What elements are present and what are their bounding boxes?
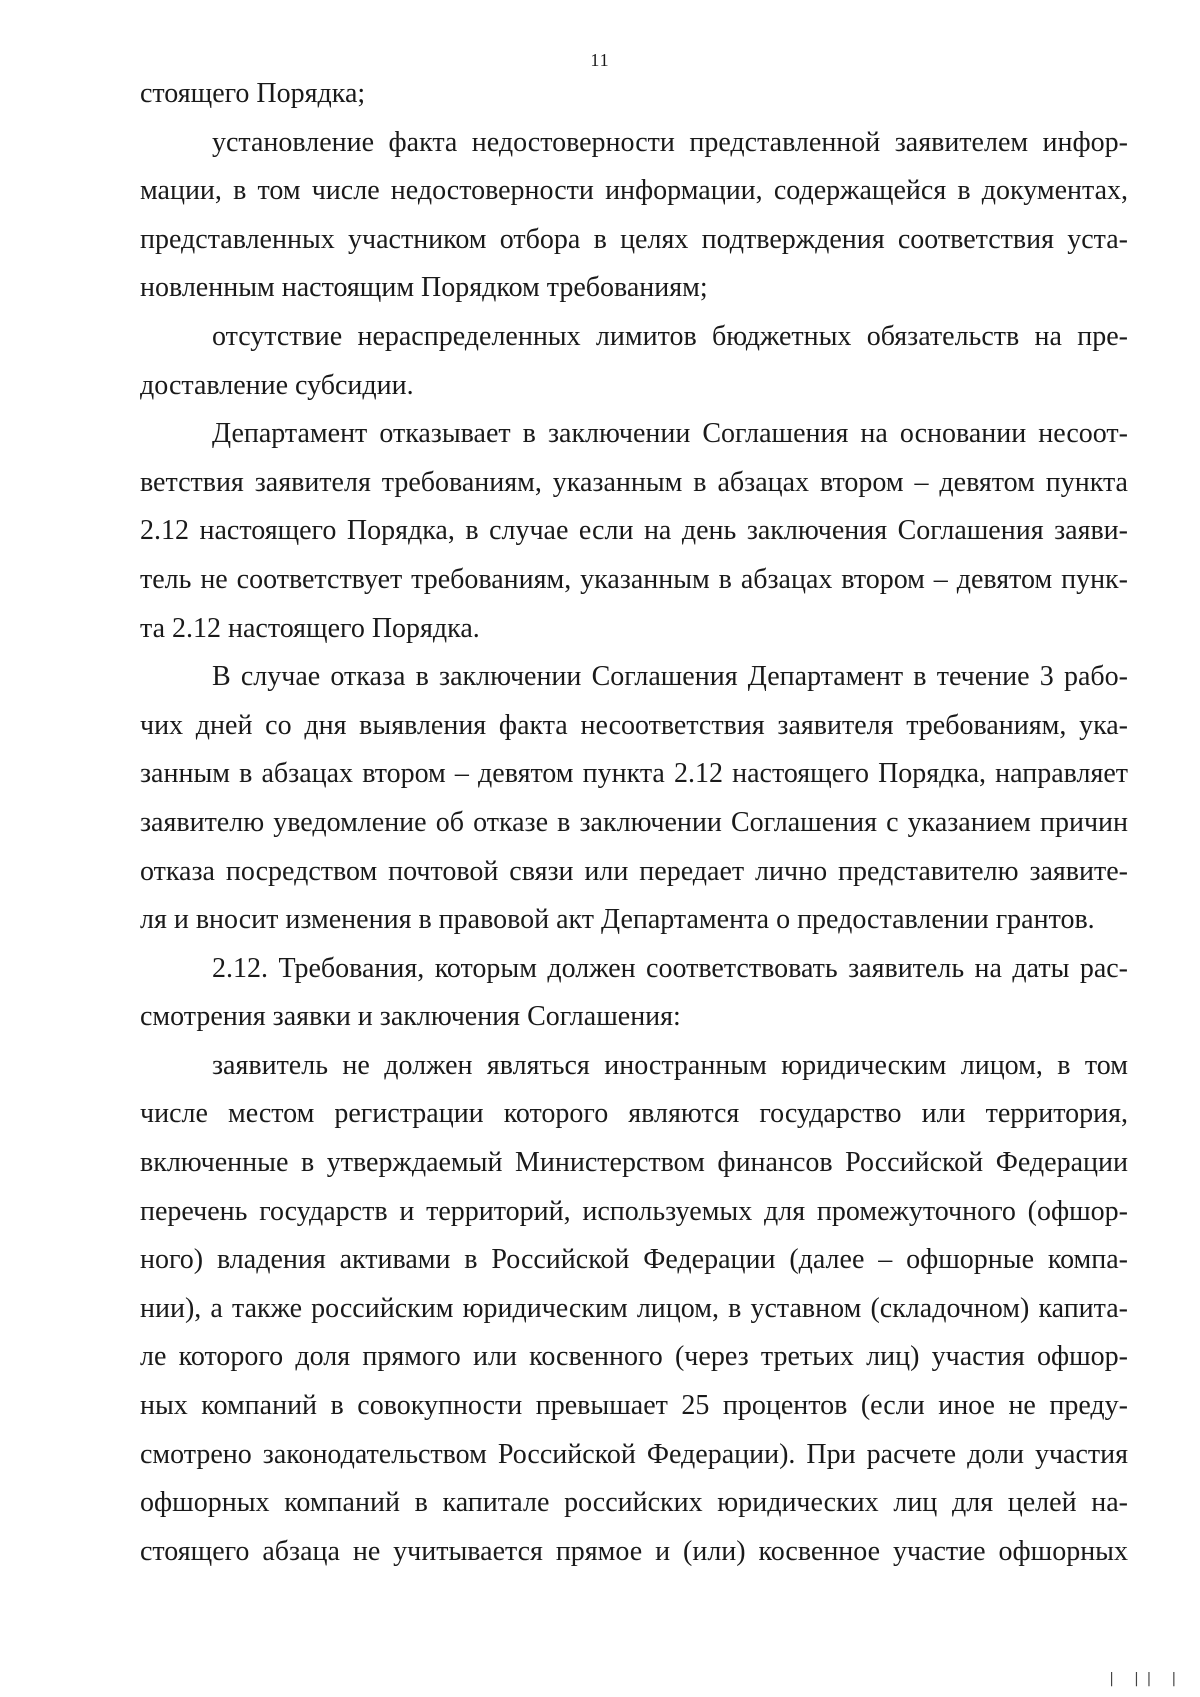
text-line: та 2.12 настоящего Порядка. [140, 612, 480, 644]
text-line: перечень государств и территорий, используемых для промежуточного (офшор- [140, 1195, 1128, 1227]
text-line: офшорных компаний в капитале российских юридических лиц для целей на- [140, 1487, 1128, 1519]
text-line: мации, в том числе недостоверности информации, содержащейся в документах, [140, 175, 1128, 207]
text-line: ветствия заявителя требованиям, указанным в абзацах втором – девятом пункта [140, 466, 1128, 498]
text-line: смотрения заявки и заключения Соглашения: [140, 1001, 681, 1033]
text-line: ных компаний в совокупности превышает 25 процентов (если иное не преду- [140, 1390, 1128, 1422]
text-line: ного) владения активами в Российской Федерации (далее – офшорные компа- [140, 1244, 1128, 1276]
text-line: 2.12 настоящего Порядка, в случае если на день заключения Соглашения заяви- [140, 515, 1128, 547]
text-line: отказа посредством почтовой связи или передает лично представителю заявите- [140, 855, 1128, 887]
text-line: тель не соответствует требованиям, указанным в абзацах втором – девятом пунк- [140, 563, 1128, 595]
text-line: Департамент отказывает в заключении Соглашения на основании несоот- [212, 418, 1128, 450]
text-line: отсутствие нераспределенных лимитов бюджетных обязательств на пре- [212, 320, 1128, 352]
text-line: стоящего Порядка; [140, 78, 366, 109]
text-line: ля и вносит изменения в правовой акт Департамента о предоставлении грантов. [140, 904, 1095, 936]
scan-edge-marks: | || | [1107, 1671, 1182, 1687]
text-line: заявитель не должен являться иностранным юридическим лицом, в том [212, 1049, 1128, 1081]
text-line: новленным настоящим Порядком требованиям; [140, 272, 708, 304]
text-line: 2.12. Требования, которым должен соответствовать заявитель на даты рас- [212, 952, 1128, 984]
text-line: включенные в утверждаемый Министерством финансов Российской Федерации [140, 1147, 1128, 1179]
page-number: 11 [590, 50, 610, 70]
text-line: нии), а также российским юридическим лицом, в уставном (складочном) капита- [140, 1292, 1128, 1324]
text-line: установление факта недостоверности представленной заявителем инфор- [212, 126, 1128, 158]
text-line: стоящего абзаца не учитывается прямое и (или) косвенное участие офшорных [140, 1535, 1128, 1567]
text-line: занным в абзацах втором – девятом пункта 2.12 настоящего Порядка, направляет [140, 758, 1128, 790]
text-line: ле которого доля прямого или косвенного (через третьих лиц) участия офшор- [140, 1341, 1128, 1373]
text-line: смотрено законодательством Российской Федерации). При расчете доли участия [140, 1438, 1128, 1470]
text-line: чих дней со дня выявления факта несоответствия заявителя требованиям, ука- [140, 709, 1128, 741]
text-line: числе местом регистрации которого являются государство или территория, [140, 1098, 1128, 1130]
text-line: заявителю уведомление об отказе в заключении Соглашения с указанием причин [140, 806, 1128, 838]
text-line: представленных участником отбора в целях подтверждения соответствия уста- [140, 223, 1128, 255]
text-line: В случае отказа в заключении Соглашения Департамент в течение 3 рабо- [212, 661, 1128, 693]
document-body [140, 70, 1128, 1576]
text-line: доставление субсидии. [140, 369, 414, 401]
